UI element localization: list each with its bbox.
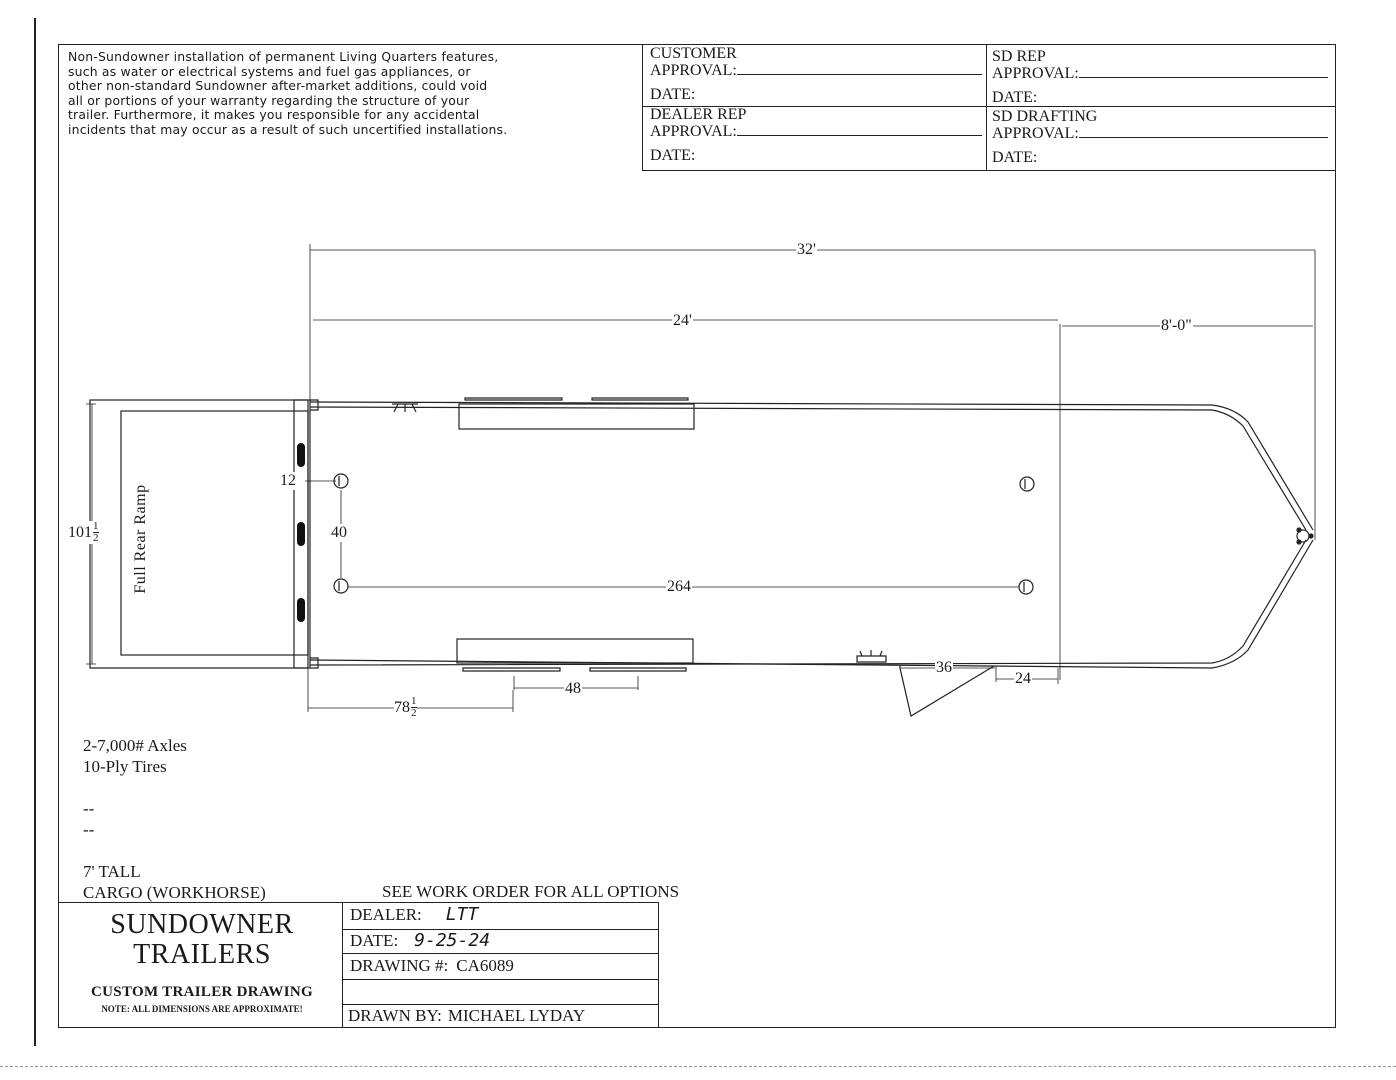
sd-drafting-approval-date: DATE: [992,149,1038,166]
dim-78-whole: 78 [394,698,410,716]
full-rear-ramp-label: Full Rear Ramp [132,484,149,594]
tire-bottom [463,668,560,671]
spec-height: 7' TALL [83,862,141,881]
ramp-hinge [297,522,305,546]
dim-width-den: 2 [93,532,99,544]
dealer-rep-approval-date: DATE: [650,147,696,164]
notice-line: such as water or electrical systems and fuel gas appliances, or [68,63,471,79]
ramp-hinge [297,598,305,622]
sd-drafting-approval-label: APPROVAL: [992,125,1079,142]
dim-nose-length: 8'-0" [1161,317,1192,334]
spec-model: CARGO (WORKHORSE) [83,883,266,902]
dim-12: 12 [280,472,296,489]
dim-48: 48 [565,680,581,697]
drawn-by-label: DRAWN BY: [348,1006,442,1025]
dim-32-line [310,244,1315,540]
dim-36: 36 [936,659,952,676]
dim-box-length: 24' [673,312,692,329]
d-ring [1020,477,1034,491]
dim-78-num: 1 [411,695,417,707]
side-light-bottom [857,650,886,662]
notice-line: other non-standard Sundowner after-market additions, could void [68,78,488,94]
drawing-number-field [350,956,514,976]
notice-line: incidents that may occur as a result of such uncertified installations. [68,121,508,137]
dim-78 [394,696,417,719]
dealer-field [350,904,478,925]
dim-width-whole: 101 [68,523,92,541]
company-name-line1: SUNDOWNER [110,909,294,940]
drawing-number-value: CA6089 [456,956,514,975]
notice-line: all or portions of your warranty regarding the structure of your [68,92,470,108]
company-name-line2: TRAILERS [133,939,271,970]
date-label: DATE: [350,931,399,950]
customer-approval-title: CUSTOMER [650,45,737,62]
trailer-bottom-wall [310,540,1313,668]
dim-width [68,521,99,544]
dim-78-den: 2 [411,707,417,719]
trailer-specs [83,735,266,903]
d-ring [334,474,348,488]
spec-axles: 2-7,000# Axles [83,736,187,755]
date-field [350,930,490,951]
dim-264: 264 [667,578,691,595]
spec-tires: 10-Ply Tires [83,757,167,776]
sd-rep-approval-date: DATE: [992,89,1038,106]
work-order-note: SEE WORK ORDER FOR ALL OPTIONS [382,882,680,901]
notice-line: trailer. Furthermore, it makes you responsible for any accidental [68,107,480,123]
date-value: 9-25-24 [414,930,491,951]
wheel-well-bottom [457,639,693,663]
ramp-hinge [297,443,305,467]
dim-overall-length: 32' [797,241,816,258]
customer-approval-date: DATE: [650,86,696,103]
dim-24-door: 24 [1015,670,1031,687]
spec-blank-2: -- [83,820,95,839]
sd-rep-approval-title: SD REP [992,48,1046,65]
rear-light-top [392,404,418,412]
dealer-rep-approval-label: APPROVAL: [650,123,737,140]
sd-rep-approval-label: APPROVAL: [992,65,1079,82]
dimensions-note: NOTE: ALL DIMENSIONS ARE APPROXIMATE! [101,1004,303,1014]
dim-width-num: 1 [93,520,99,532]
drawing-number-label: DRAWING #: [350,956,449,975]
dealer-value: LTT [445,904,479,925]
scan-edge-line [0,1066,1396,1067]
dim-40: 40 [331,524,347,541]
d-ring [1019,580,1033,594]
d-ring [334,579,348,593]
trailer-top-wall [310,402,1313,530]
drawing-subtitle: CUSTOM TRAILER DRAWING [91,984,313,1000]
spec-blank-1: -- [83,799,95,818]
sd-drafting-approval-title: SD DRAFTING [992,108,1098,125]
rear-ramp-outline [90,400,308,668]
drawn-by-field [348,1006,585,1026]
company-logo [62,910,342,1014]
dealer-label: DEALER: [350,905,422,924]
dealer-rep-approval-title: DEALER REP [650,106,747,123]
customer-approval-label: APPROVAL: [650,62,737,79]
drawn-by-value: MICHAEL LYDAY [447,1006,586,1025]
notice-line: Non-Sundowner installation of permanent Living Quarters features, [68,49,499,64]
